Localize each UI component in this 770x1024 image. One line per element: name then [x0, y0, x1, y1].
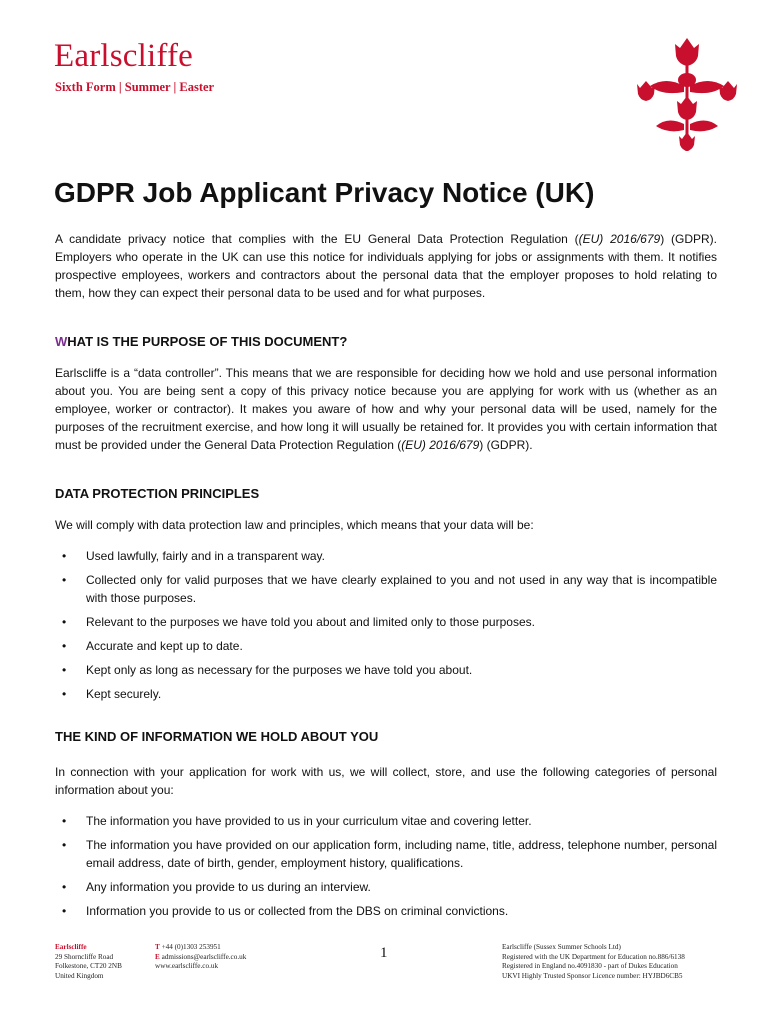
footer-phone[interactable]: +44 (0)1303 253951 [161, 943, 221, 951]
brand-name: Earlscliffe [54, 38, 194, 74]
brand-tagline: Sixth Form | Summer | Easter [55, 80, 215, 94]
purpose-heading-rest: HAT IS THE PURPOSE OF THIS DOCUMENT? [67, 334, 348, 349]
page-number: 1 [380, 945, 388, 961]
list-item: • Kept securely. [55, 685, 717, 703]
purpose-paragraph [55, 364, 717, 454]
list-item: • Relevant to the purposes we have told you about and limited only to those purposes. [55, 613, 717, 631]
rose-emblem-icon [632, 36, 742, 156]
footer-company-line: Earlscliffe (Sussex Summer Schools Ltd) [502, 943, 621, 951]
phone-label: T [155, 943, 160, 951]
footer-contact [155, 943, 246, 972]
principles-list [55, 547, 717, 703]
kind-of-info-list [55, 812, 717, 920]
principles-intro: We will comply with data protection law and principles, which means that your data will be: [55, 518, 534, 532]
intro-paragraph [55, 230, 717, 302]
footer-company-line: Registered with the UK Department for Education no.886/6138 [502, 952, 685, 961]
intro-text-a: A candidate privacy notice that complies with the EU General Data Protection Regulation ( [55, 232, 579, 246]
list-item: • The information you have provided to us in your curriculum vitae and covering letter. [55, 812, 717, 830]
intro-regulation-ref: (EU) 2016/679 [578, 232, 661, 246]
intro-text-b: ) (GDPR). Employers who operate in the UK can use this notice for individuals applying for jobs or assignments with them. It notifies prospective employees, workers and contractors about the personal data that the employer proposes to hold relating to them, how they can expect their personal data to be used and for what purposes. [55, 232, 718, 300]
principles-heading: DATA PROTECTION PRINCIPLES [55, 486, 260, 501]
footer-company-line: UKVI Highly Trusted Sponsor Licence number: HYJBD6CB5 [502, 971, 683, 980]
footer-company-line: Registered in England no.4091830 - part of Dukes Education [502, 962, 678, 971]
footer-address-line: 29 Shorncliffe Road [55, 952, 114, 961]
purpose-text-b: ) (GDPR). [479, 438, 533, 452]
footer-address-line: Folkestone, CT20 2NB [55, 962, 122, 971]
footer-company-info [502, 943, 685, 981]
footer-email[interactable]: admissions@earlscliffe.co.uk [161, 952, 247, 961]
list-item: • Used lawfully, fairly and in a transparent way. [55, 547, 717, 565]
kind-of-info-intro: In connection with your application for work with us, we will collect, store, and use the following categories of personal information about you: [55, 765, 717, 797]
page-footer [0, 943, 770, 1003]
email-label: E [155, 952, 160, 961]
footer-address [55, 943, 122, 981]
footer-website[interactable]: www.earlscliffe.co.uk [155, 962, 219, 971]
list-item: • The information you have provided on our application form, including name, title, address, telephone number, personal email address, date of birth, gender, employment history, qualifications. [55, 836, 717, 872]
footer-address-line: United Kingdom [55, 971, 104, 980]
purpose-text-a: Earlscliffe is a “data controller”. This means that we are responsible for deciding how we hold and use personal information about you. You are being sent a copy of this privacy notice because you are applying for work with us (whether as an employee, worker or contractor). It makes you aware of how and why your personal data will be used, namely for the purposes of the recruitment exercise, and how long it will usually be retained for. It provides you with certain information that must be provided under the General Data Protection Regulation ( [55, 366, 717, 452]
list-item: • Collected only for valid purposes that we have clearly explained to you and not used in any way that is incompatible with those purposes. [55, 571, 717, 607]
purpose-heading [55, 333, 717, 351]
purpose-heading-initial: W [55, 334, 68, 349]
kind-of-info-heading: THE KIND OF INFORMATION WE HOLD ABOUT YOU [55, 729, 379, 744]
list-item: • Accurate and kept up to date. [55, 637, 717, 655]
purpose-regulation-ref: (EU) 2016/679 [401, 438, 480, 452]
list-item: • Information you provide to us or collected from the DBS on criminal convictions. [55, 902, 717, 920]
list-item: • Any information you provide to us during an interview. [55, 878, 717, 896]
document-title: GDPR Job Applicant Privacy Notice (UK) [54, 177, 595, 208]
footer-address-name: Earlscliffe [55, 943, 87, 951]
list-item: • Kept only as long as necessary for the purposes we have told you about. [55, 661, 717, 679]
document-body [55, 230, 717, 926]
